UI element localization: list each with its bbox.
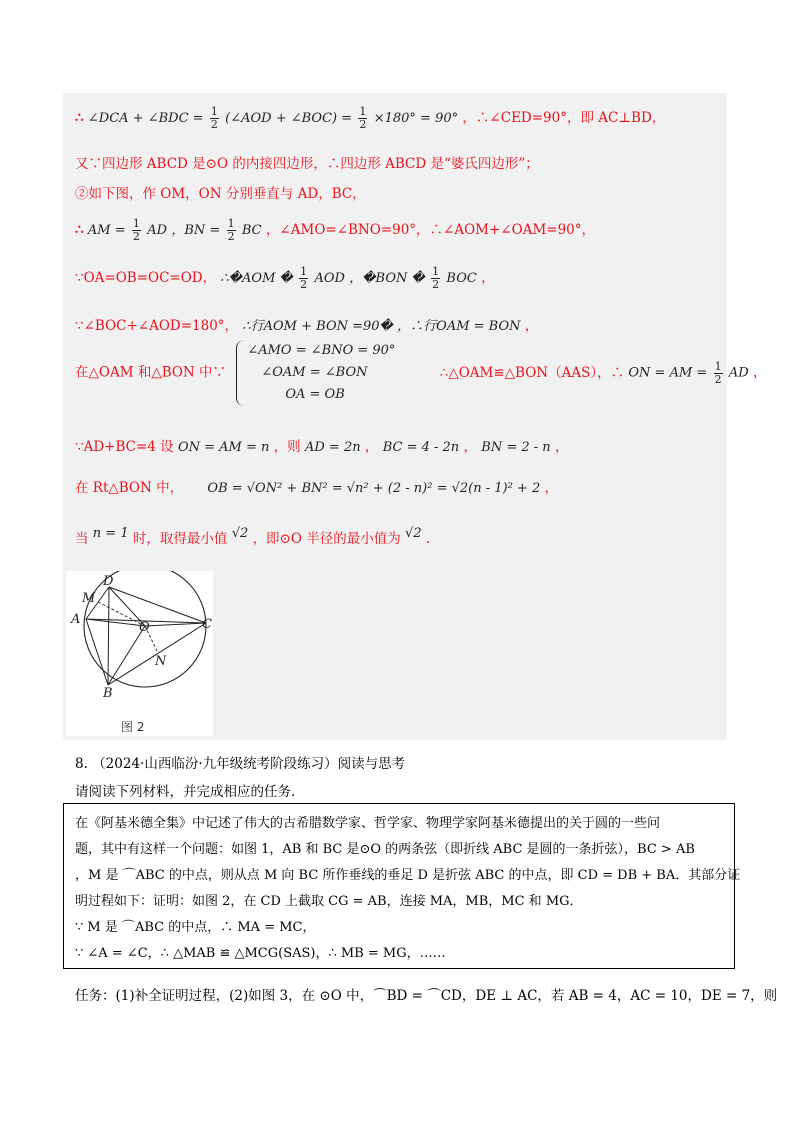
solution-text: ∵AD+BC=4 设 [75, 439, 174, 455]
solution-text: ∵OA=OB=OC=OD， [75, 270, 217, 286]
fraction-numerator: 1 [432, 265, 440, 278]
solution-line-4 [75, 218, 595, 243]
equation-system [236, 340, 395, 406]
material-line-2: 题，其中有这样一个问题：如图 1，AB 和 BC 是⊙O 的两条弦（即折线 ABC 是圆的一条折弦），BC > AB [75, 842, 695, 857]
solution-text: 在△OAM 和△BON 中∵ [75, 364, 227, 381]
fraction-numerator: 1 [300, 265, 308, 278]
solution-text: ，则 [273, 439, 301, 455]
math-expression: ∴�AOM � [220, 271, 293, 286]
fraction-denominator: 2 [132, 230, 140, 243]
solution-line-9 [75, 476, 558, 496]
segment-db [108, 587, 109, 685]
question-source: （2024·山西临汾·九年级统考阶段练习）阅读与思考 [92, 756, 406, 772]
math-expression: AD = 2n [304, 440, 361, 455]
question-header [75, 752, 405, 772]
solution-text: ，即⊙O 半径的最小值为 [252, 531, 401, 547]
math-expression: BN = 2 - n [481, 440, 551, 455]
fraction-denominator: 2 [359, 118, 367, 131]
math-expression: AM = [87, 223, 126, 238]
solution-text: ，∴∠CED=90°，即 AC⊥BD， [462, 110, 666, 126]
fraction-numerator: 1 [132, 217, 140, 230]
label-a: A [71, 612, 81, 627]
solution-line-6 [75, 314, 538, 334]
system-equation: ∠AMO = ∠BNO = 90° [247, 343, 396, 358]
segment-om-dashed [98, 602, 145, 626]
math-expression: n = 1 [92, 526, 129, 541]
solution-text: ∴△OAM≌△BON（AAS），∴ [439, 364, 625, 381]
solution-line-10 [75, 526, 430, 547]
solution-text: 当 [75, 531, 89, 547]
math-expression: OB = √ON² + BN² = √n² + (2 - n)² = √2(n - 1)² + 2 [207, 481, 541, 496]
fraction-numerator: 1 [359, 105, 367, 118]
math-expression: ×180° = 90° [373, 111, 459, 126]
math-expression: √2 [405, 526, 422, 541]
solution-line-8 [75, 435, 568, 455]
label-n: N [155, 654, 167, 669]
math-expression: AD [728, 365, 749, 381]
fraction [299, 266, 308, 291]
math-expression: ∴行AOM + BON =90� [242, 319, 393, 334]
fraction [431, 266, 440, 291]
solution-text: ， [753, 364, 767, 381]
fraction-denominator: 2 [227, 230, 235, 243]
material-line-4: 明过程如下：证明：如图 2，在 CD 上截取 CG = AB，连接 MA，MB，MC 和 MG． [75, 894, 583, 909]
label-c: C [202, 617, 212, 632]
fraction-denominator: 2 [210, 118, 218, 131]
fraction-denominator: 2 [300, 278, 308, 291]
segment-oc [145, 623, 206, 626]
question-number: 8. [75, 756, 88, 772]
figure-caption: 图 2 [121, 720, 145, 734]
fraction [210, 106, 219, 131]
question-instruction: 请阅读下列材料，并完成相应的任务. [75, 784, 296, 800]
solution-text: 时，取得最小值 [132, 531, 228, 547]
math-expression: ，BN = [171, 223, 221, 238]
math-expression: ∠DCA + ∠BDC = [87, 111, 204, 126]
solution-text: ∵∠BOC+∠AOD=180°， [75, 318, 239, 334]
fraction [358, 106, 367, 131]
fraction-numerator: 1 [714, 359, 722, 373]
figure-2 [66, 571, 213, 736]
math-expression: √2 [231, 526, 249, 541]
material-line-6: ∵ ∠A = ∠C，∴ △MAB ≌ △MCG(SAS)，∴ MB = MG，…… [75, 946, 446, 961]
math-expression: BC [241, 223, 262, 238]
math-expression: ON = AM = [628, 365, 708, 381]
system-equation: OA = OB [285, 387, 345, 402]
math-expression: (∠AOD + ∠BOC) = [225, 111, 353, 126]
label-o: O [139, 620, 150, 635]
material-line-3: ，M 是 ⌒ABC 的中点，则从点 M 向 BC 所作垂线的垂足 D 是折弦 ABC 的中点，即 CD = DB + BA．其部分证 [75, 868, 741, 883]
math-expression: ，∴行OAM = BON [397, 319, 521, 334]
math-expression: BOC [446, 271, 477, 286]
label-b: B [103, 686, 113, 701]
label-d: D [103, 574, 114, 589]
solution-text: ， [364, 439, 379, 455]
solution-text: ， [463, 439, 477, 455]
fraction [132, 218, 141, 243]
task-line: 任务：(1)补全证明过程，(2)如图 3，在 ⊙O 中，⌒BD = ⌒CD，DE ⊥ AC，若 AB = 4，AC = 10，DE = 7，则 [75, 988, 778, 1004]
solution-line-7 [75, 340, 767, 406]
solution-line-3: ②如下图，作 OM，ON 分别垂直与 AD，BC， [75, 186, 366, 202]
solution-text: ， [524, 318, 539, 334]
math-expression: AOD [314, 271, 345, 286]
solution-text: ，∠AMO=∠BNO=90°，∴∠AOM+∠OAM=90°， [265, 222, 596, 238]
math-expression: ，�BON � [349, 271, 425, 286]
circle-geometry-diagram [66, 571, 213, 736]
reading-material-box [63, 803, 741, 969]
fraction-numerator: 1 [210, 105, 218, 118]
math-expression: AD [147, 223, 168, 238]
solution-line-5 [75, 266, 495, 291]
solution-text: ， [481, 270, 495, 286]
fraction-denominator: 2 [714, 372, 722, 386]
material-line-5: ∵ M 是 ⌒ABC 的中点，∴ MA = MC， [75, 920, 316, 935]
label-m: M [82, 591, 96, 606]
solution-line-2: 又∵四边形 ABCD 是⊙O 的内接四边形，∴四边形 ABCD 是“婆氏四边形”； [75, 156, 539, 172]
therefore-symbol: ∴ [75, 110, 84, 126]
solution-line-1 [75, 106, 665, 131]
fraction [714, 361, 723, 386]
solution-text: ， [544, 480, 559, 496]
solution-text: 在 Rt△BON 中， [75, 480, 184, 496]
system-equation: ∠OAM = ∠BON [261, 365, 368, 380]
therefore-symbol: ∴ [75, 222, 84, 238]
segment-dc [109, 587, 206, 623]
solution-text: ， [554, 439, 569, 455]
fraction-numerator: 1 [227, 217, 235, 230]
fraction-denominator: 2 [432, 278, 440, 291]
material-line-1: 在《阿基米德全集》中记述了伟大的古希腊数学家、哲学家、物理学家阿基米德提出的关于圆的一些问 [75, 816, 661, 831]
fraction [227, 218, 236, 243]
math-expression: BC = 4 - 2n [382, 440, 460, 455]
solution-text: . [425, 531, 431, 547]
math-expression: ON = AM = n [177, 440, 270, 455]
